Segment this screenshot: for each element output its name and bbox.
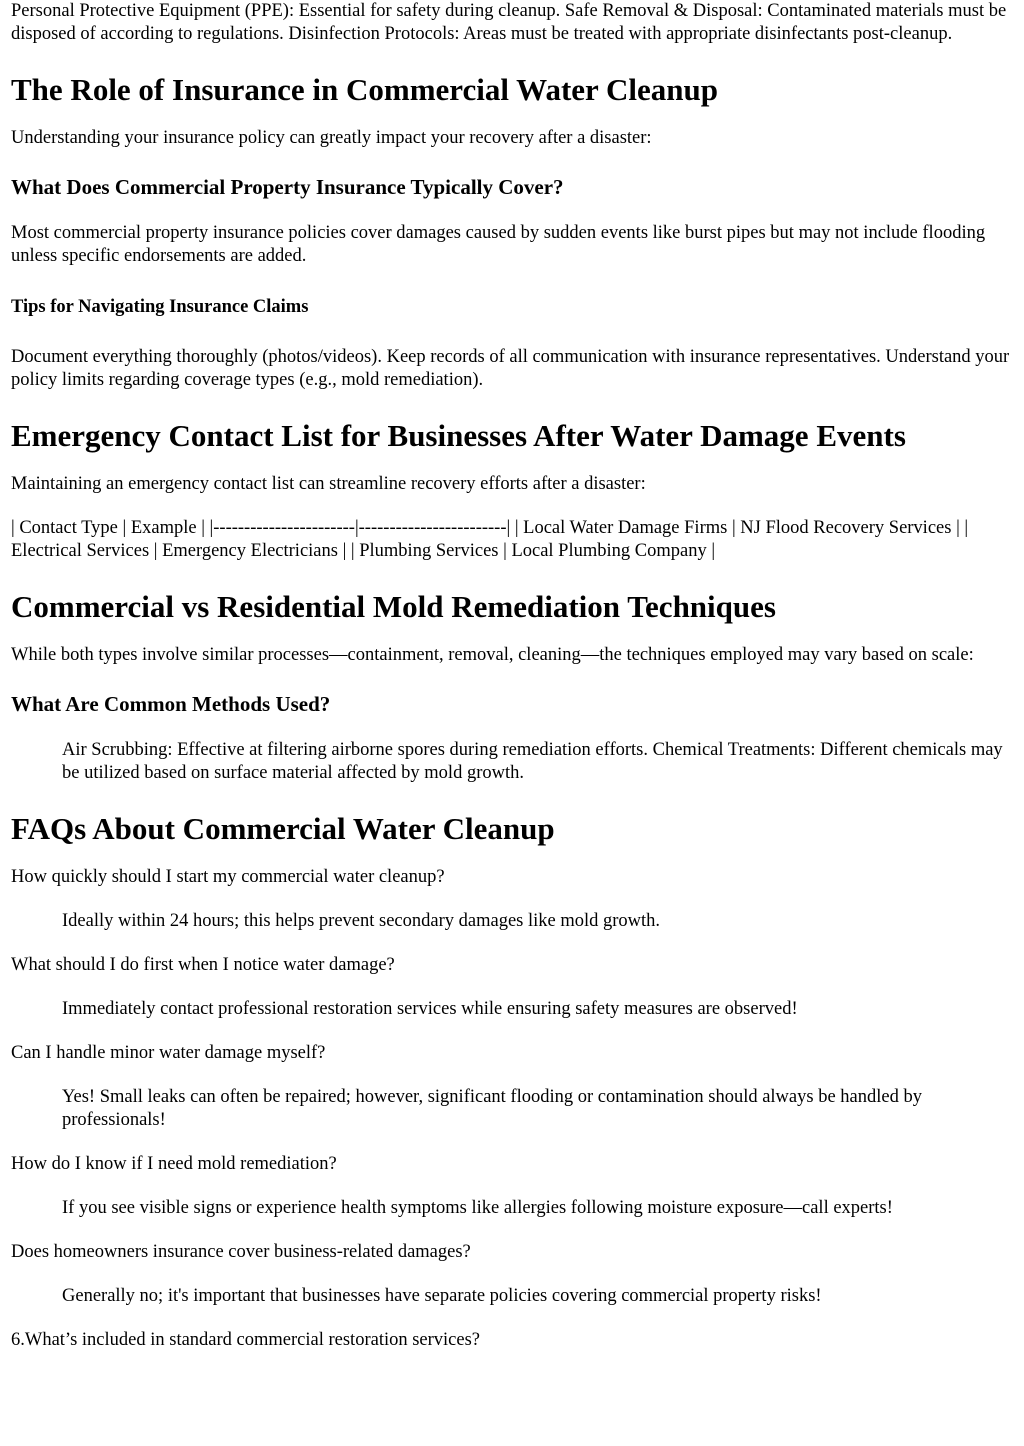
faq-list (11, 866, 1014, 1352)
tips-heading: Tips for Navigating Insurance Claims (11, 297, 309, 317)
coverage-paragraph: Most commercial property insurance policies cover damages caused by sudden events like burst pipes but may not include flooding unless specific endorsements are added. (11, 223, 986, 266)
methods-heading: What Are Common Methods Used? (11, 692, 331, 716)
faq-question: How do I know if I need mold remediation? (11, 1154, 337, 1174)
faq-question: Does homeowners insurance cover business-related damages? (11, 1242, 471, 1262)
faq-question-last: 6.What’s included in standard commercial restoration services? (11, 1330, 481, 1350)
insurance-heading: The Role of Insurance in Commercial Water Cleanup (11, 72, 718, 107)
ppe-paragraph: Personal Protective Equipment (PPE): Essential for safety during cleanup. Safe Removal & Disposal: Contaminated materials must be disposed of according to regulations. Disinfection Protocols: Areas must be treated with appropriate disinfectants post-cleanup. (11, 1, 1007, 44)
coverage-heading: What Does Commercial Property Insurance Typically Cover? (11, 175, 564, 199)
mold-heading: Commercial vs Residential Mold Remediation Techniques (11, 589, 776, 624)
tips-paragraph: Document everything thoroughly (photos/videos). Keep records of all communication with insurance representatives. Understand your policy limits regarding coverage types (e.g., mold remediation). (11, 347, 1010, 390)
faq-question: What should I do first when I notice water damage? (11, 955, 395, 975)
mold-intro: While both types involve similar processes—containment, removal, cleaning—the techniques employed may vary based on scale: (11, 645, 974, 665)
emergency-intro: Maintaining an emergency contact list can streamline recovery efforts after a disaster: (11, 474, 646, 494)
faq-answer: If you see visible signs or experience health symptoms like allergies following moisture exposure—call experts! (62, 1198, 893, 1218)
emergency-heading: Emergency Contact List for Businesses After Water Damage Events (11, 418, 906, 453)
insurance-intro: Understanding your insurance policy can greatly impact your recovery after a disaster: (11, 128, 652, 148)
faq-question: How quickly should I start my commercial water cleanup? (11, 867, 445, 887)
faq-question: Can I handle minor water damage myself? (11, 1043, 326, 1063)
faqs-heading: FAQs About Commercial Water Cleanup (11, 811, 555, 846)
faq-answer: Ideally within 24 hours; this helps prevent secondary damages like mold growth. (62, 911, 661, 931)
faq-answer: Immediately contact professional restoration services while ensuring safety measures are observed! (62, 999, 798, 1019)
faq-answer: Yes! Small leaks can often be repaired; however, significant flooding or contamination should always be handled by professionals! (62, 1087, 922, 1130)
methods-paragraph: Air Scrubbing: Effective at filtering airborne spores during remediation efforts. Chemical Treatments: Different chemicals may be utilized based on surface material affected by mold growth. (62, 740, 1003, 783)
faq-answer: Generally no; it's important that businesses have separate policies covering commercial property risks! (62, 1286, 822, 1306)
emergency-contact-table: | Contact Type | Example | |-----------------------|------------------------| | Local Water Damage Firms | NJ Flood Recovery Services | | Electrical Services | Emergency Electricians | | Plumbing Services | Local Plumbing Company | (11, 518, 969, 561)
